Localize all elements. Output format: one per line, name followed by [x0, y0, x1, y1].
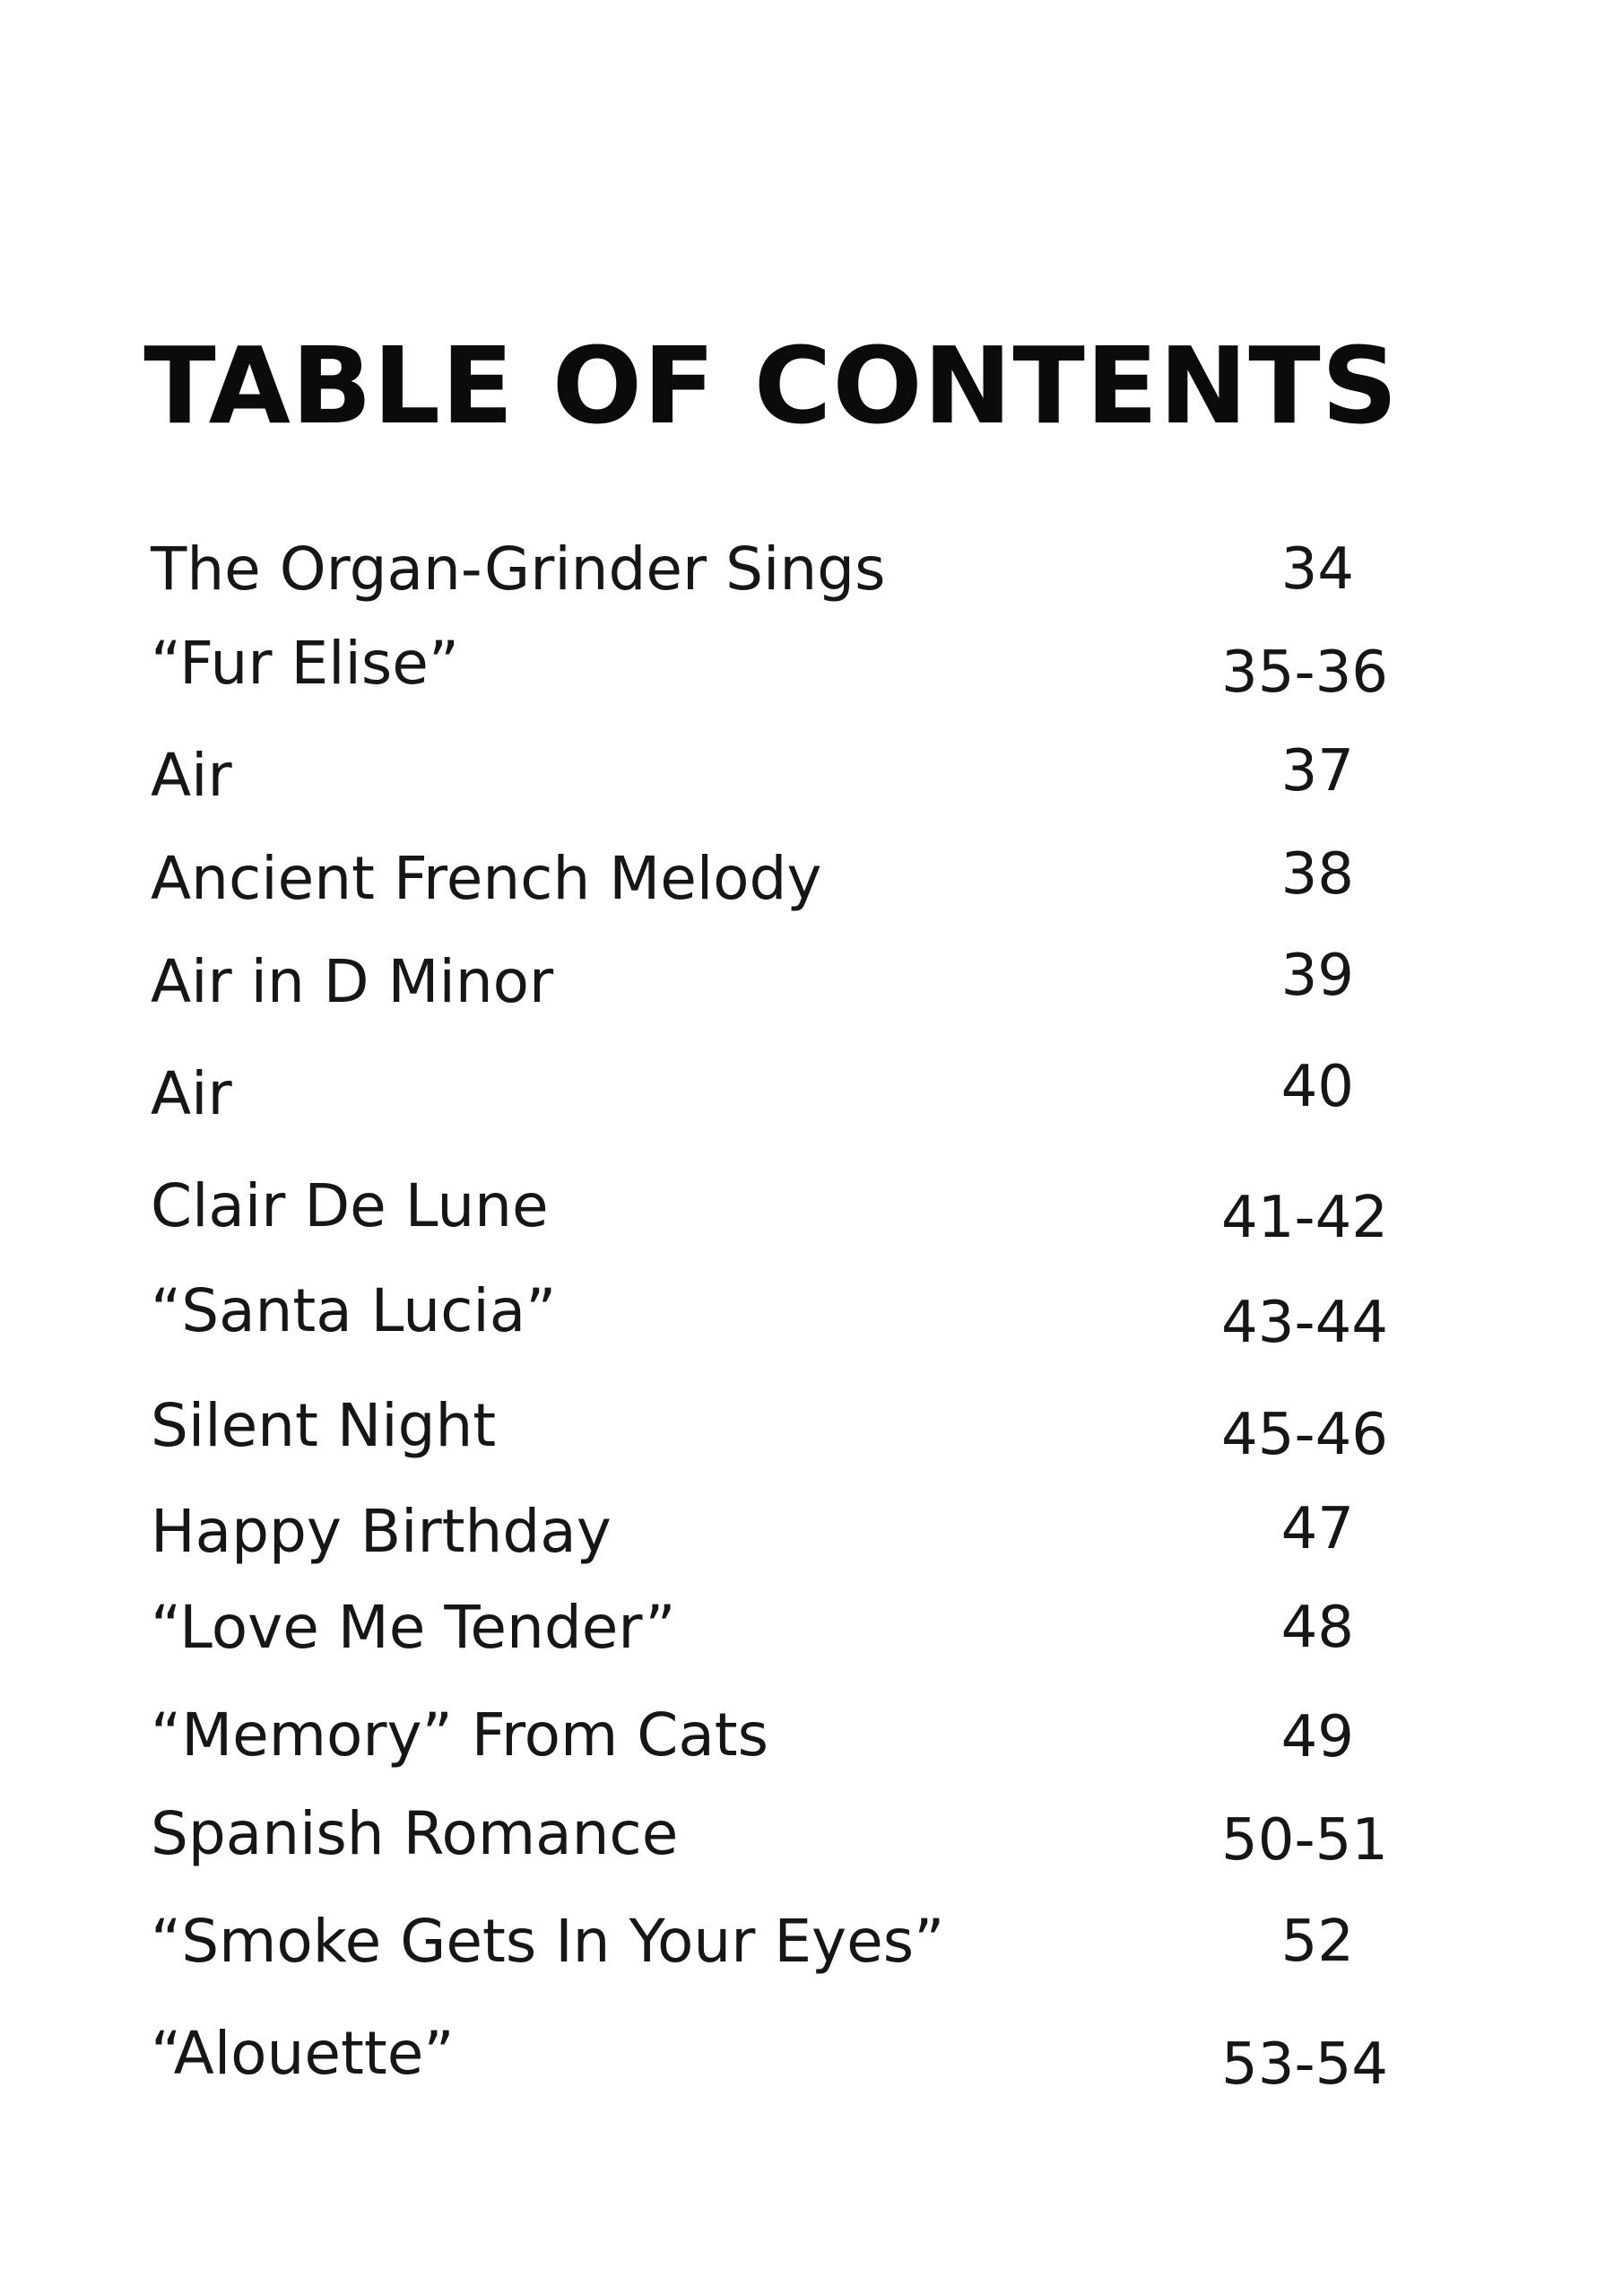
toc-entry-page: 38	[1280, 841, 1354, 908]
toc-entry-title: “Love Me Tender”	[151, 1593, 676, 1662]
toc-entry-page: 34	[1280, 536, 1354, 603]
toc-entry-title: “Fur Elise”	[151, 629, 460, 698]
toc-entry-title: The Organ-Grinder Sings	[151, 535, 886, 604]
toc-entry-page: 50-51	[1221, 1807, 1388, 1874]
toc-entry-title: Air in D Minor	[151, 947, 554, 1016]
toc-entry-page: 45-46	[1221, 1402, 1388, 1468]
toc-entry-page: 37	[1280, 738, 1354, 804]
toc-entry-title: Spanish Romance	[151, 1799, 679, 1868]
toc-entry-title: “Santa Lucia”	[151, 1276, 557, 1345]
toc-entry-page: 43-44	[1221, 1290, 1388, 1356]
toc-entry-page: 48	[1280, 1595, 1354, 1661]
toc-entry-page: 35-36	[1221, 639, 1388, 706]
toc-entry-title: Clair De Lune	[151, 1171, 549, 1240]
toc-entry-page: 47	[1280, 1496, 1354, 1562]
toc-entry-page: 49	[1280, 1704, 1354, 1770]
toc-entry-title: Silent Night	[151, 1391, 497, 1460]
toc-entry-title: “Alouette”	[151, 2019, 455, 2088]
toc-entry-page: 53-54	[1221, 2031, 1388, 2098]
toc-entry-title: “Smoke Gets In Your Eyes”	[151, 1907, 945, 1976]
toc-entry-page: 40	[1280, 1054, 1354, 1120]
toc-entry-title: Air	[151, 1059, 232, 1128]
toc-entry-title: Ancient French Melody	[151, 844, 822, 913]
toc-entry-page: 52	[1280, 1909, 1354, 1975]
page-title: TABLE OF CONTENTS	[143, 324, 1399, 448]
toc-entry-page: 39	[1280, 943, 1354, 1009]
toc-entry-title: “Memory” From Cats	[151, 1700, 769, 1770]
toc-entry-title: Air	[151, 741, 232, 810]
toc-entry-page: 41-42	[1221, 1185, 1388, 1251]
toc-entry-title: Happy Birthday	[151, 1497, 612, 1566]
